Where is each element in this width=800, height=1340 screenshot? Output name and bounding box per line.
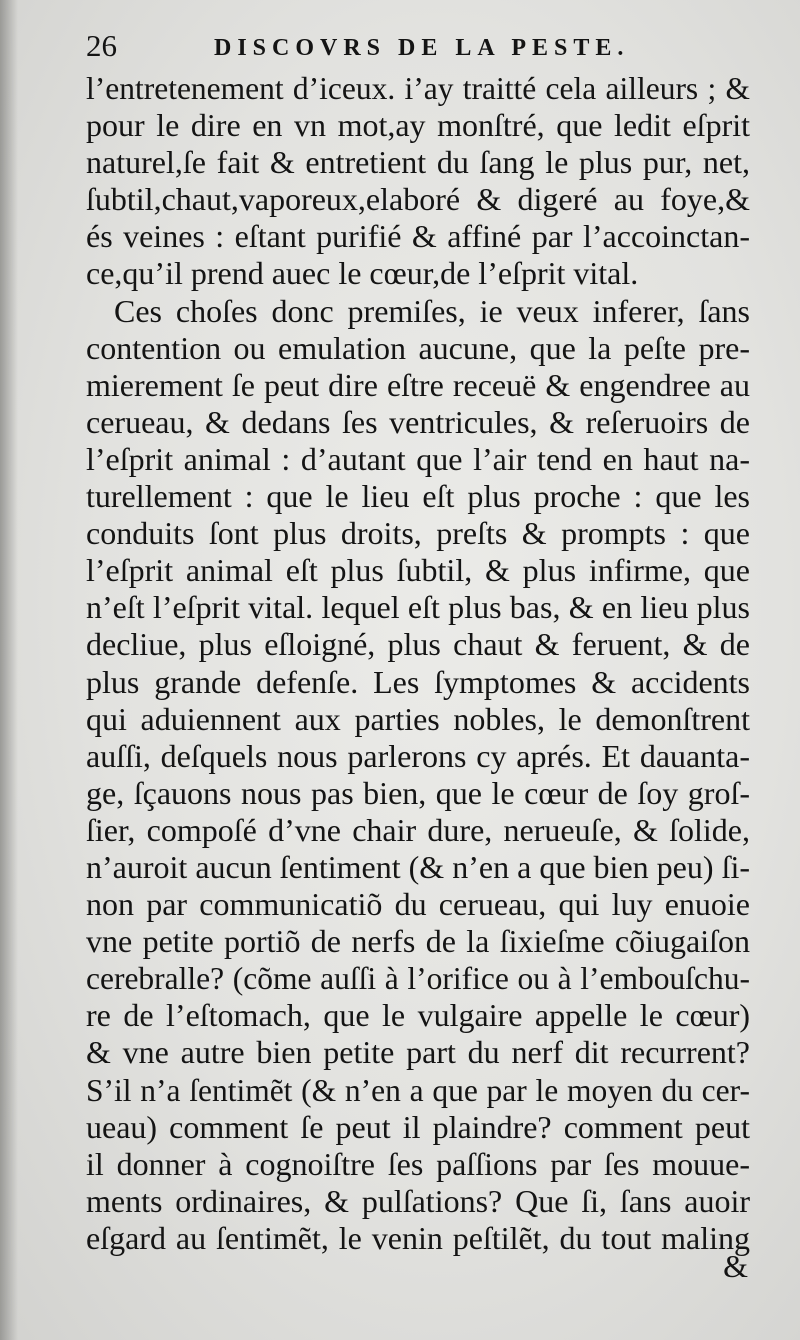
text-line: eſgard au ſentimẽt, le venin peſtilẽt, du tout maling <box>86 1219 750 1256</box>
text-line: vne petite portiõ de nerfs de la ſixieſme cõiugaiſon <box>86 923 750 960</box>
text-line: plus grande defenſe. Les ſymptomes & accidents <box>86 663 750 700</box>
text-line: l’eſprit animal : d’autant que l’air tend en haut na- <box>86 440 750 477</box>
text-line: ce,qu’il prend auec le cœur,de l’eſprit vital. <box>86 255 639 292</box>
text-line: és veines : eſtant purifié & affiné par l’accoinctan- <box>86 218 750 255</box>
text-line: ſubtil,chaut,vaporeux,elaboré & digeré au foye,& <box>86 181 750 218</box>
text-line: ge, ſçauons nous pas bien, que le cœur de ſoy groſ- <box>86 774 750 811</box>
running-title: DISCOVRS DE LA PESTE. <box>214 35 630 61</box>
text-line: cerueau, & dedans ſes ventricules, & reſeruoirs de <box>86 403 750 440</box>
catchword: & <box>723 1248 748 1284</box>
text-line: turellement : que le lieu eſt plus proche : que les <box>86 478 750 515</box>
gutter-shadow <box>0 0 18 1340</box>
text-line: ueau) comment ſe peut il plaindre? comment peut <box>86 1108 750 1145</box>
text-line: cerebralle? (cõme auſſi à l’orifice ou à l’embouſchu- <box>86 961 750 997</box>
text-line: non par communicatiõ du cerueau, qui luy enuoie <box>86 886 750 923</box>
text-line: ſier, compoſé d’vne chair dure, nerueuſe, & ſolide, <box>86 811 750 848</box>
paragraph-start-line: Ces choſes donc premiſes, ie veux inferer, ſans <box>114 292 750 329</box>
text-line: qui aduiennent aux parties nobles, le demonſtrent <box>86 700 750 737</box>
text-line: n’eſt l’eſprit vital. lequel eſt plus bas, & en lieu plus <box>86 589 750 626</box>
text-line: naturel,ſe fait & entretient du ſang le plus pur, net, <box>86 144 750 181</box>
text-line: & vne autre bien petite part du nerf dit recurrent? <box>86 1034 750 1071</box>
text-line: pour le dire en vn mot,ay monſtré, que ledit eſprit <box>86 107 750 144</box>
text-line: l’eſprit animal eſt plus ſubtil, & plus infirme, que <box>86 552 750 589</box>
text-line: mierement ſe peut dire eſtre receuë & engendree au <box>86 366 750 403</box>
text-line: re de l’eſtomach, que le vulgaire appelle le cœur) <box>86 997 750 1034</box>
text-line: il donner à cognoiſtre ſes paſſions par ſes mouue- <box>86 1145 750 1182</box>
text-line: n’auroit aucun ſentiment (& n’en a que bien peu) ſi- <box>86 848 750 885</box>
body-text <box>86 70 750 1257</box>
text-line: ments ordinaires, & pulſations? Que ſi, ſans auoir <box>86 1182 750 1219</box>
page-header <box>86 26 666 66</box>
text-line: l’entretenement d’iceux. i’ay traitté cela ailleurs ; & <box>86 71 750 106</box>
text-line: S’il n’a ſentimẽt (& n’en a que par le moyen du cer- <box>86 1072 750 1108</box>
text-line: auſſi, deſquels nous parlerons cy aprés. Et dauanta- <box>86 737 750 774</box>
text-line: decliue, plus eſloigné, plus chaut & feruent, & de <box>86 626 750 663</box>
text-line: contention ou emulation aucune, que la peſte pre- <box>86 329 750 366</box>
page-number: 26 <box>86 28 117 63</box>
text-line: conduits ſont plus droits, preſts & prompts : que <box>86 515 750 552</box>
